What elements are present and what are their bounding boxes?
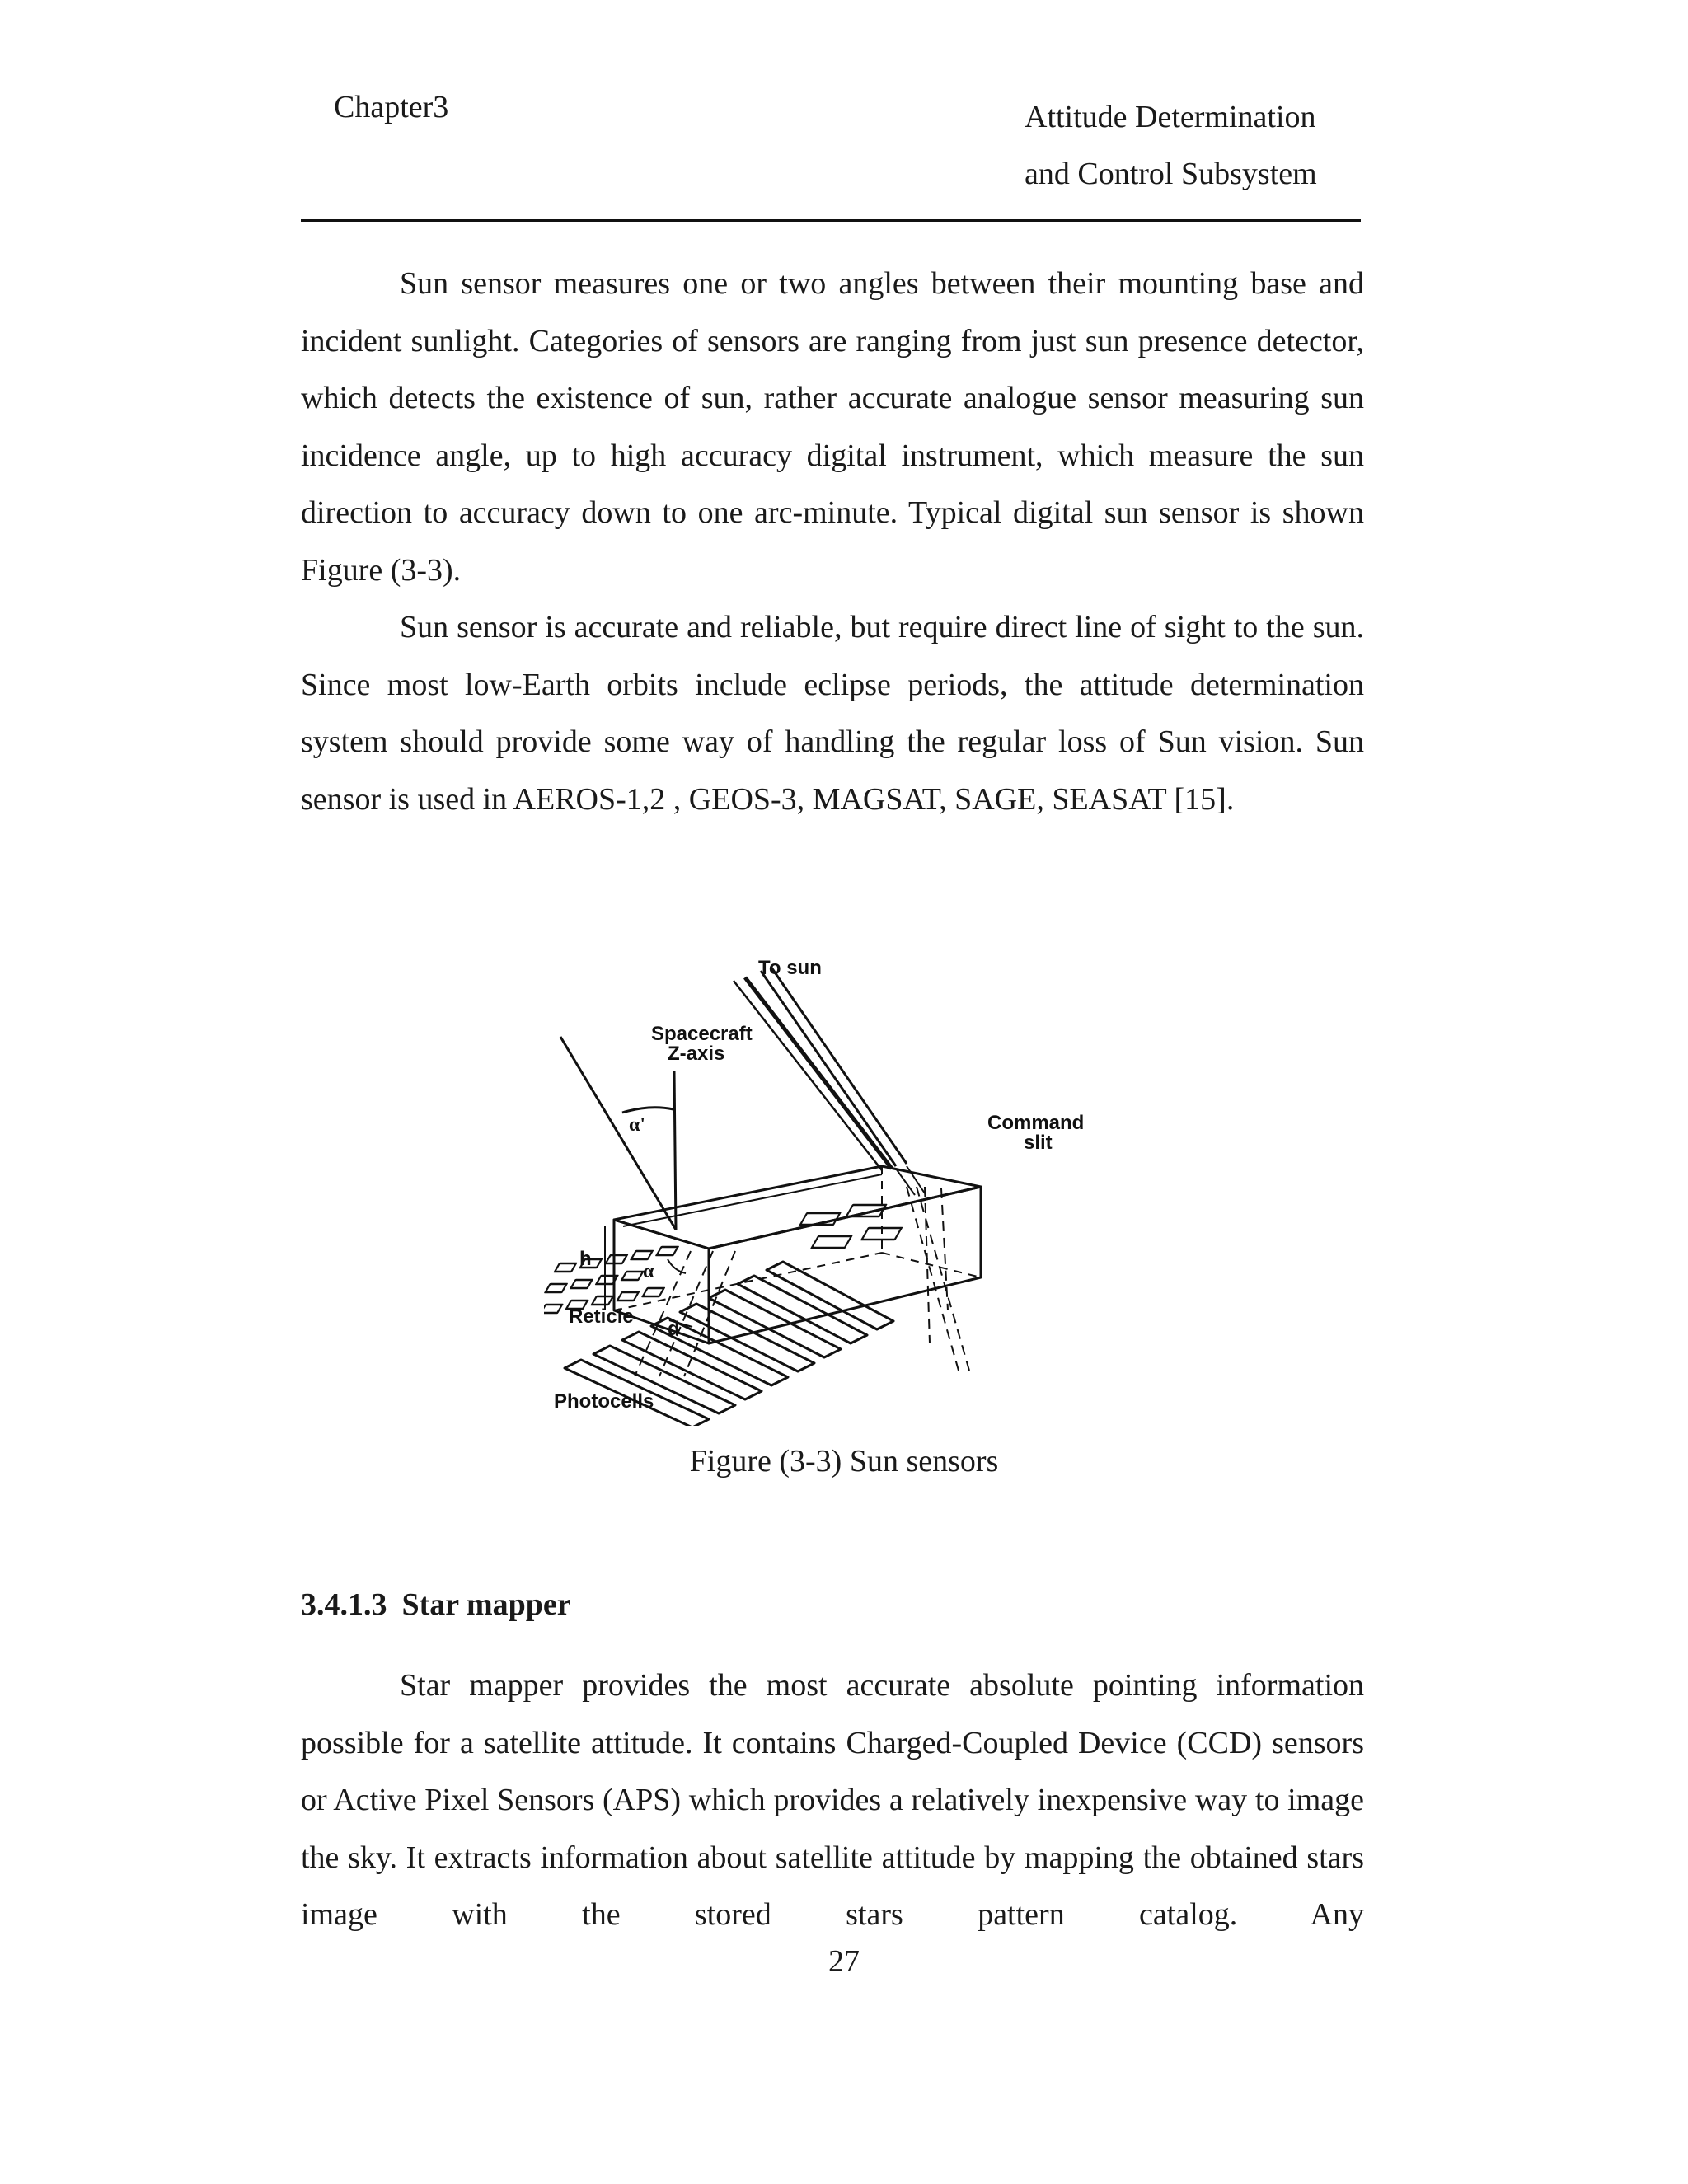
label-photocells: Photocells [554, 1390, 654, 1413]
label-slit: slit [1024, 1132, 1053, 1154]
figure-caption: Figure (3-3) Sun sensors [689, 1444, 999, 1479]
paragraph-text: Star mapper provides the most accurate absolute pointing information possible for a satellite attitude. It contains Charged-Coupled Device (CCD) sensors or Active Pixel Sensors (APS) which provides a relatively inexpensive way to image the sky. It extracts information about satellite attitude by mapping the obtained stars image with the stored stars pattern catalog. Any [301, 1668, 1364, 1932]
running-header-chapter: Chapter3 [334, 90, 449, 124]
paragraph-sun-sensor-intro [301, 255, 1364, 599]
sun-ray-line [771, 968, 907, 1164]
running-header-title-line2: and Control Subsystem [1025, 157, 1317, 191]
internal-ray [941, 1188, 948, 1310]
running-header-title-line1: Attitude Determination [1025, 100, 1316, 134]
header-rule [301, 219, 1361, 222]
section-title: Star mapper [401, 1587, 571, 1622]
z-axis-line [674, 1071, 676, 1230]
section-heading [301, 1586, 571, 1623]
label-command: Command [987, 1112, 1085, 1134]
paragraph-text: Sun sensor is accurate and reliable, but require direct line of sight to the sun. Since most low-Earth orbits include eclipse periods, the attitude determination system should provide some way of handling the regular loss of Sun vision. Sun sensor is used in AEROS-1,2 , GEOS-3, MAGSAT, SAGE, SEASAT [15]. [301, 610, 1364, 817]
running-header-title [1025, 89, 1317, 203]
paragraph-star-mapper [301, 1657, 1364, 1944]
photocell-ray [659, 1251, 713, 1376]
paragraph-sun-sensor-reliability [301, 599, 1364, 828]
sun-sensor-figure [544, 948, 1121, 1426]
label-z-axis: Z-axis [668, 1043, 725, 1065]
label-h: h [579, 1248, 592, 1270]
sun-sensor-diagram [544, 948, 1121, 1426]
sun-ray-line [745, 977, 892, 1169]
internal-ray [907, 1187, 960, 1376]
paragraph-text: Sun sensor measures one or two angles between their mounting base and incident sunlight. Categories of sensors are ranging from just sun presence detector, which detects the existence of sun, rather accurate analogue sensor measuring sun incidence angle, up to high accuracy digital instrument, which measure the sun direction to accuracy down to one arc-minute. Typical digital sun sensor is shown Figure (3-3). [301, 266, 1364, 588]
sun-ray-line [761, 971, 896, 1166]
page-number: 27 [828, 1944, 860, 1979]
label-alpha-prime: α' [629, 1114, 646, 1136]
sun-ray-line [734, 981, 882, 1170]
label-alpha: α [643, 1261, 654, 1282]
section-number: 3.4.1.3 [301, 1587, 387, 1622]
label-d: d [668, 1318, 680, 1340]
label-reticle: Reticle [569, 1305, 634, 1328]
label-to-sun: To sun [758, 957, 822, 979]
incident-ray-line [560, 1037, 676, 1230]
label-spacecraft: Spacecraft [651, 1023, 753, 1045]
command-slit [907, 1166, 925, 1193]
alpha-prime-arc [622, 1108, 673, 1113]
